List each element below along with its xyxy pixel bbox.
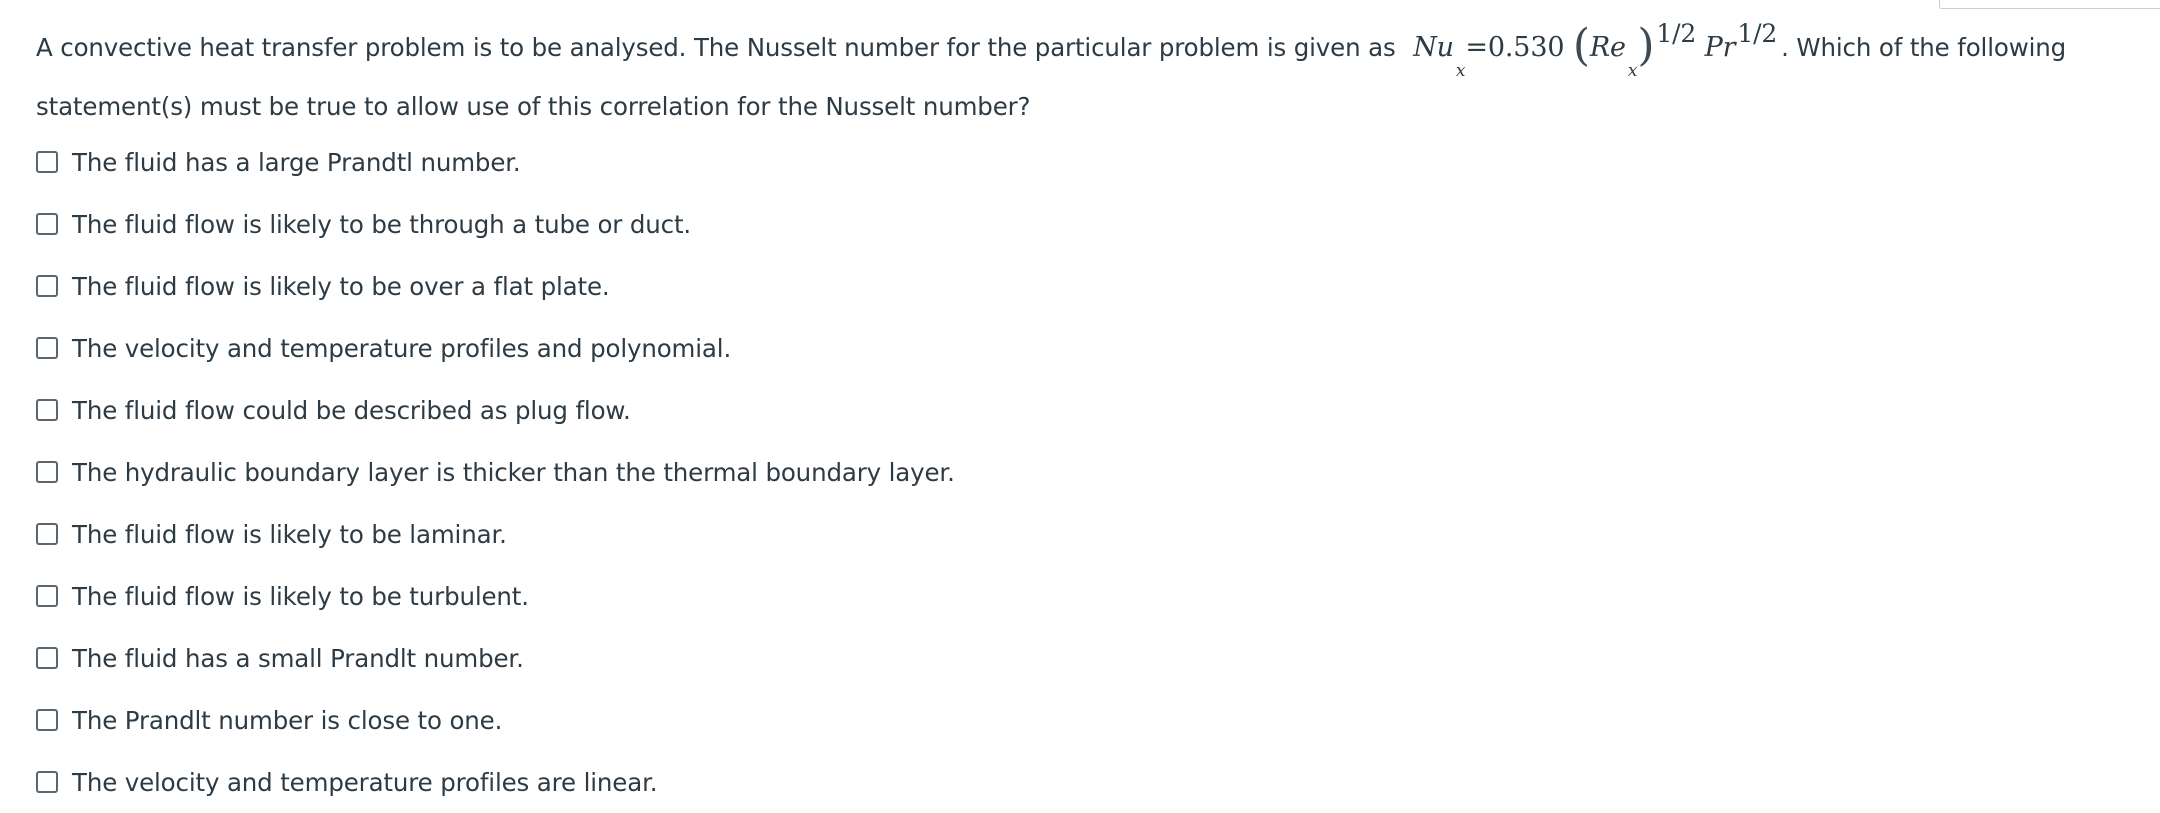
checkbox-icon[interactable] <box>36 151 58 173</box>
checkbox-icon[interactable] <box>36 523 58 545</box>
answer-options-list <box>36 131 955 813</box>
formula-coefficient: =0.530 <box>1465 32 1565 63</box>
nusselt-formula <box>1413 14 1777 79</box>
answer-option[interactable] <box>36 379 955 441</box>
question-text-after: . Which of the following statement(s) must be true to allow use of this correlation for the Nusselt number? <box>36 33 2067 121</box>
checkbox-icon[interactable] <box>36 585 58 607</box>
answer-option-label: The fluid flow is likely to be laminar. <box>72 519 507 549</box>
answer-option-label: The fluid has a small Prandlt number. <box>72 643 524 673</box>
checkbox-icon[interactable] <box>36 275 58 297</box>
answer-option[interactable] <box>36 565 955 627</box>
answer-option-label: The fluid flow is likely to be over a flat plate. <box>72 271 610 301</box>
checkbox-icon[interactable] <box>36 647 58 669</box>
answer-option-label: The velocity and temperature profiles are linear. <box>72 767 658 797</box>
checkbox-icon[interactable] <box>36 771 58 793</box>
question-text <box>36 14 2136 135</box>
formula-pr-exponent: 1/2 <box>1737 19 1778 48</box>
checkbox-icon[interactable] <box>36 337 58 359</box>
formula-pr: Pr <box>1704 32 1736 63</box>
answer-option-label: The fluid flow is likely to be through a tube or duct. <box>72 209 692 239</box>
formula-nu-subscript: x <box>1455 61 1466 81</box>
top-right-corner-frame <box>1939 0 2160 9</box>
answer-option-label: The fluid has a large Prandtl number. <box>72 147 521 177</box>
answer-option[interactable] <box>36 503 955 565</box>
answer-option[interactable] <box>36 751 955 813</box>
formula-re: Re <box>1589 32 1626 63</box>
answer-option[interactable] <box>36 627 955 689</box>
formula-re-exponent: 1/2 <box>1656 19 1697 48</box>
answer-option[interactable] <box>36 689 955 751</box>
formula-re-subscript: x <box>1627 61 1638 81</box>
checkbox-icon[interactable] <box>36 213 58 235</box>
formula-open-paren: ( <box>1572 20 1590 71</box>
answer-option-label: The fluid flow is likely to be turbulent. <box>72 581 529 611</box>
answer-option-label: The Prandlt number is close to one. <box>72 705 503 735</box>
answer-option-label: The fluid flow could be described as plug flow. <box>72 395 631 425</box>
checkbox-icon[interactable] <box>36 709 58 731</box>
answer-option[interactable] <box>36 317 955 379</box>
checkbox-icon[interactable] <box>36 399 58 421</box>
answer-option[interactable] <box>36 255 955 317</box>
checkbox-icon[interactable] <box>36 461 58 483</box>
formula-close-paren: ) <box>1637 20 1655 71</box>
question-text-before: A convective heat transfer problem is to be analysed. The Nusselt number for the particular problem is given as <box>36 33 1396 62</box>
answer-option[interactable] <box>36 193 955 255</box>
answer-option-label: The hydraulic boundary layer is thicker than the thermal boundary layer. <box>72 457 955 487</box>
formula-nu: Nu <box>1413 32 1454 63</box>
answer-option-label: The velocity and temperature profiles and polynomial. <box>72 333 732 363</box>
answer-option[interactable] <box>36 131 955 193</box>
answer-option[interactable] <box>36 441 955 503</box>
